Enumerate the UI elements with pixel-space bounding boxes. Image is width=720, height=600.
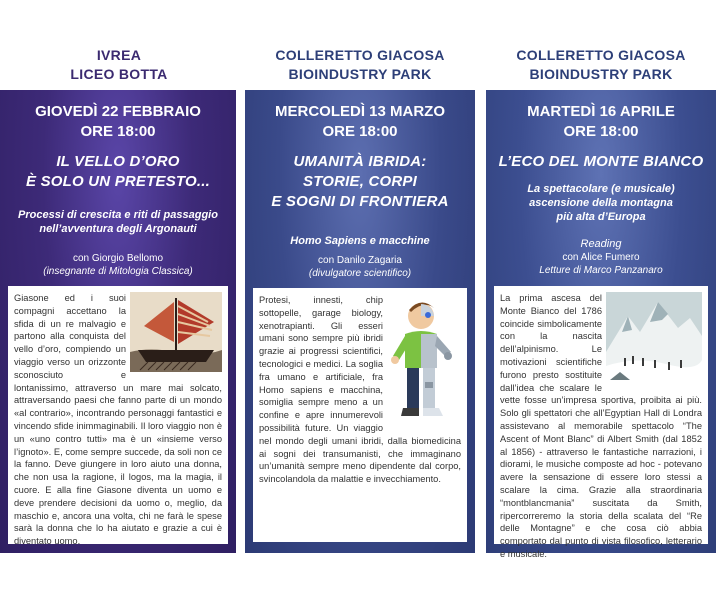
subtitle-line: Homo Sapiens e macchine [290, 235, 430, 247]
title-line: STORIE, CORPI [302, 173, 417, 190]
speaker-role: (divulgatore scientifico) [308, 268, 412, 279]
title-line: E SOGNI DI FRONTIERA [271, 193, 449, 210]
venue-city: IVREA [96, 47, 142, 63]
venue-place: LICEO BOTTA [70, 66, 168, 82]
venue-place: BIOINDUSTRY PARK [529, 66, 673, 82]
event-subtitle [251, 234, 469, 248]
time-line: ORE 18:00 [80, 123, 156, 140]
event-title [245, 152, 475, 212]
date-line: MARTEDÌ 16 APRILE [527, 103, 675, 120]
title-line: UMANITÀ IBRIDA: [293, 153, 427, 170]
title-line: L’ECO DEL MONTE BIANCO [498, 153, 704, 170]
speaker-info [490, 238, 712, 277]
date-line: GIOVEDÌ 22 FEBBRAIO [35, 103, 201, 120]
venue-city: COLLERETTO GIACOSA [516, 47, 686, 63]
event-title [486, 152, 716, 172]
speaker-info [249, 254, 471, 280]
cyborg-illustration-icon [387, 294, 461, 424]
event-title [0, 152, 236, 192]
venue-heading [482, 46, 720, 84]
venue-heading [241, 46, 479, 84]
speaker-role: Letture di Marco Panzanaro [539, 265, 663, 276]
event-date [245, 102, 475, 142]
subtitle-line: più alta d’Europa [556, 211, 646, 223]
subtitle-line: La spettacolare (e musicale) [527, 183, 675, 195]
ship-illustration-icon [130, 292, 222, 372]
event-subtitle [6, 208, 230, 236]
speaker-name: con Danilo Zagaria [318, 255, 402, 266]
event-panel [245, 90, 475, 553]
body-box [494, 286, 708, 559]
date-line: MERCOLEDÌ 13 MARZO [274, 103, 445, 120]
subtitle-line: ascensione della montagna [529, 197, 673, 209]
time-line: ORE 18:00 [322, 123, 398, 140]
body-box [8, 286, 228, 547]
subtitle-line: Processi di crescita e riti di passaggio [18, 209, 218, 221]
speaker-role: (insegnante di Mitologia Classica) [43, 266, 193, 277]
column-ivrea [0, 0, 238, 600]
event-description: Giasone ed i suoi compagni accettano la sfida di un re malvagio e partono alla conquista del vello d’oro, compiendo un viaggio verso un orizzonte sconosciuto e lontanissimo, attraverso un mare mai solcato, attraversando paesi che fanno parte di un mondo «al contrario», incontrando personaggi fantastici e vincendo sfide inimmaginabili. Il loro viaggio non è un «uno contro tutti» ma è un «insieme verso l’ignoto». E, come sempre succede, da soli non ce la fanno. Deve giungere in loro aiuto una donna, che non usa la ragione, il logos, ma la magia, il cuore. E alla fine Giasone diventa un uomo e deve prendere decisioni da uomo o, meglio, da maschio e, ancora una volta, chi ne farà le spese sarà la donna che lo ha aiutato e grazie a cui è diventato uomo. [14, 293, 222, 547]
speaker-name: con Alice Fumero [562, 252, 640, 263]
event-panel [0, 90, 236, 553]
venue-city: COLLERETTO GIACOSA [275, 47, 445, 63]
event-description: La prima ascesa del Monte Bianco del 1786 coincide simbolicamente con la nascita dell’alpinismo. Le motivazioni scientifiche furono presto sostituite dall’idea che scalare le vette fosse un’impresa sportiva, proibita ai più. Solo gli spettatori che all’Egyptian Hall di Londra assistevano al memorabile spettacolo “The Ascent of Mont Blanc” di Albert Smith (dal 1852 al 1856) - attraverso le fantastiche narrazioni, i diorami, le musiche composte ad hoc - potevano avere la sensazione di essere loro stessi a scalare la cima. Grazie alla straordinaria “montblancmania” suscitata da Smith, ripercorreremo la storia della scalata del “Re delle Montagne” e che cosa ciò abbia comportato dal punto di vista filosofico, letterario e musicale. [500, 293, 702, 559]
column-colleretto-march [241, 0, 479, 600]
venue-heading [0, 46, 238, 84]
subtitle-line: nell’avventura degli Argonauti [39, 223, 197, 235]
event-date [0, 102, 236, 142]
reading-label: Reading [580, 238, 622, 250]
event-subtitle [492, 182, 710, 224]
title-line: IL VELLO D’ORO [56, 153, 180, 170]
event-description: Protesi, innesti, chip sottopelle, garage biology, xenotrapianti. Gli esseri umani sono sempre più ibridi grazie ai progressi scientifici, tecnologici e medici. La soglia fra umano e artificiale, fra Homo sapiens e macchina, somiglia sempre meno a un confine e apre innumerevoli possibilità future. Un viaggio nel mondo degli umani ibridi, dalla biomedicina ai sogni dei transumanisti, che immaginano un’umanità sempre meno dipendente dal corpo, svincolandola da malattie e invecchiamento. [259, 295, 461, 485]
time-line: ORE 18:00 [563, 123, 639, 140]
mountain-illustration-icon [606, 292, 702, 388]
event-panel [486, 90, 716, 559]
body-box [253, 288, 467, 542]
event-date [486, 102, 716, 142]
speaker-info [4, 252, 232, 278]
speaker-name: con Giorgio Bellomo [72, 253, 164, 264]
column-colleretto-april [482, 0, 720, 600]
title-line: È SOLO UN PRETESTO... [26, 173, 210, 190]
venue-place: BIOINDUSTRY PARK [288, 66, 432, 82]
